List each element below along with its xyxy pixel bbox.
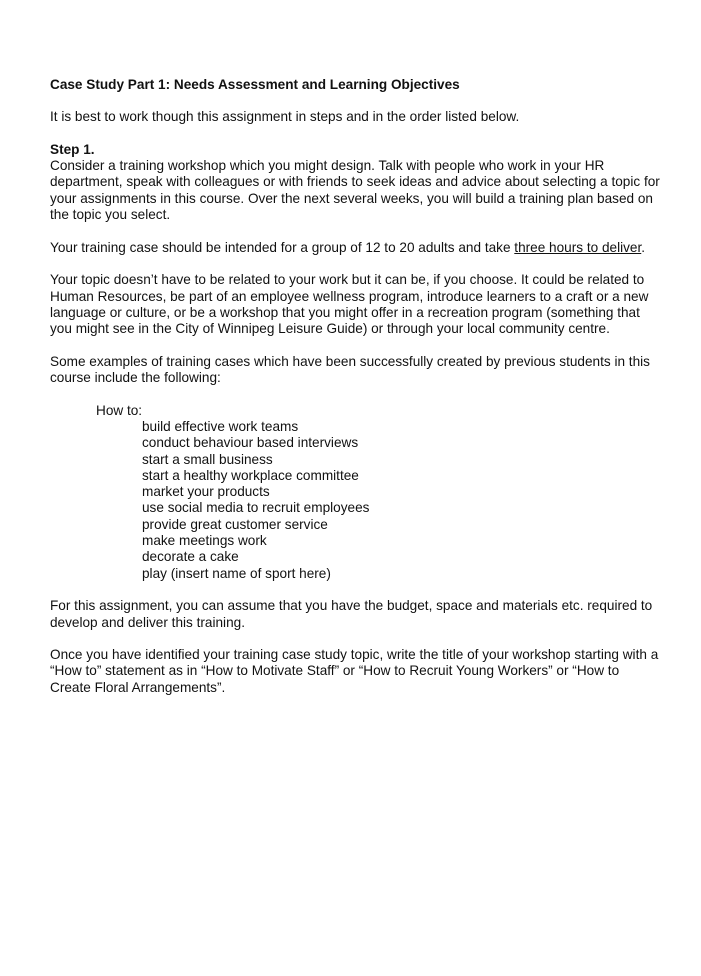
document-title: Case Study Part 1: Needs Assessment and Learning Objectives xyxy=(50,77,460,92)
duration-underlined: three hours to deliver xyxy=(514,239,642,255)
list-item: decorate a cake xyxy=(142,549,239,565)
examples-intro-paragraph: Some examples of training cases which have been successfully created by previous students in this course include the following: xyxy=(50,353,650,386)
step1-section xyxy=(50,142,660,223)
assumption-paragraph: For this assignment, you can assume that you have the budget, space and materials etc. required to develop and deliver this training. xyxy=(50,598,653,630)
howto-list xyxy=(96,419,660,582)
list-item: start a small business xyxy=(142,451,273,467)
list-item: start a healthy workplace committee xyxy=(142,467,359,483)
list-item: play (insert name of sport here) xyxy=(142,565,331,581)
step1-heading: Step 1. xyxy=(50,141,95,157)
step1-text: Consider a training workshop which you might design. Talk with people who work in your HR department, speak with colleagues or with friends to seek ideas and advice about selecting a topic for your assignments in this course. Over the next several weeks, you will build a training plan based on the topic you select. xyxy=(50,158,660,223)
topic-paragraph: Your topic doesn’t have to be related to your work but it can be, if you choose. It could be related to Human Resources, be part of an employee wellness program, introduce learners to a craft or a new language or culture, or be a workshop that you might offer in a recreation program (something that you might see in the City of Winnipeg Leisure Guide) or through your local community centre. xyxy=(50,272,649,337)
document-page xyxy=(50,77,660,712)
group-size-paragraph xyxy=(50,240,660,256)
closing-paragraph: Once you have identified your training case study topic, write the title of your workshop starting with a “How to” statement as in “How to Motivate Staff” or “How to Recruit Young Workers” or “How to Create Floral Arrangements”. xyxy=(50,647,659,695)
group-size-end: . xyxy=(641,239,646,255)
howto-block xyxy=(96,403,660,582)
list-item: provide great customer service xyxy=(142,516,328,532)
howto-label: How to: xyxy=(96,402,143,418)
list-item: market your products xyxy=(142,484,270,500)
list-item: conduct behaviour based interviews xyxy=(142,435,359,451)
list-item: build effective work teams xyxy=(142,418,299,434)
group-size-text: Your training case should be intended for a group of 12 to 20 adults and take xyxy=(50,239,515,255)
intro-paragraph: It is best to work though this assignment in steps and in the order listed below. xyxy=(50,109,520,125)
list-item: make meetings work xyxy=(142,533,267,549)
list-item: use social media to recruit employees xyxy=(142,500,370,516)
